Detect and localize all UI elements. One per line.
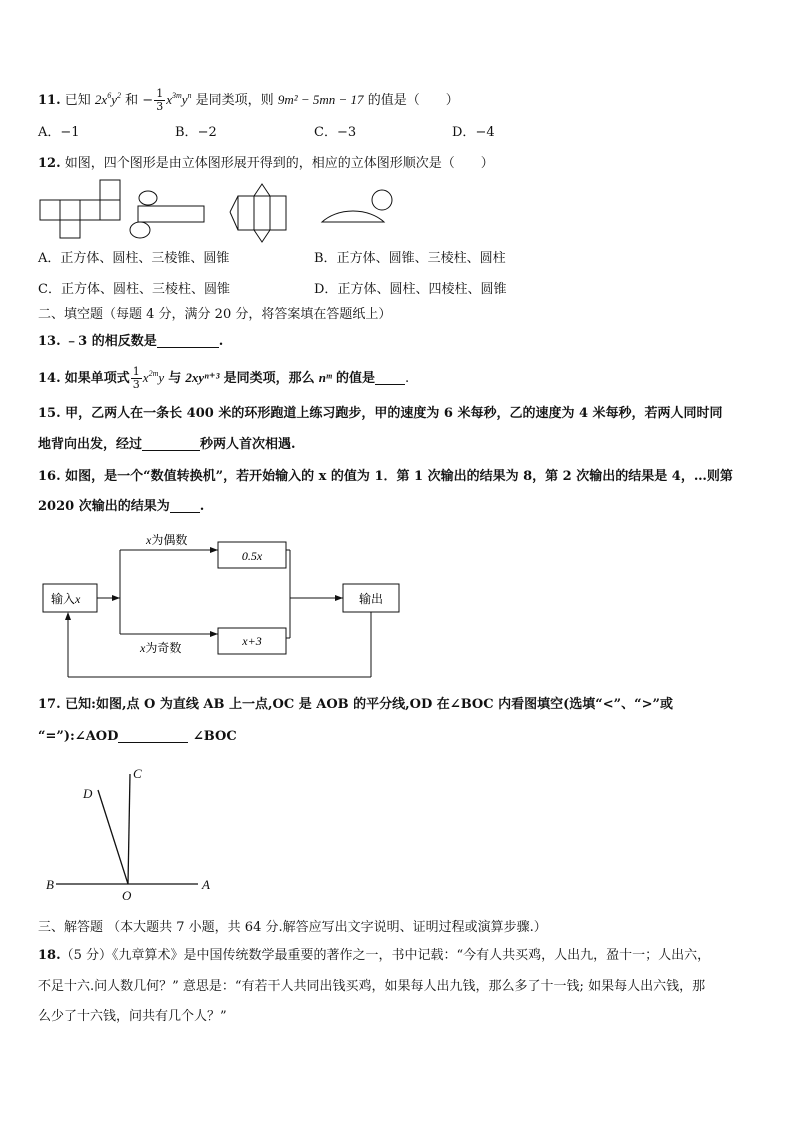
q11-option-c: C．−3 [314,125,357,140]
q12-nets-figure [38,188,438,238]
q11-monomial-2: $x^{3m}y^n$ [166,91,192,107]
q15-line-1: 15. 甲，乙两人在一条长 400 米的环形跑道上练习跑步，甲的速度为 6 米每秒，乙的速度为 4 米每秒，若两人同时同 [38,406,723,421]
q12-option-b: B．正方体、圆锥、三棱柱、圆柱 [314,251,506,266]
q11-middle: 是同类项，则 [195,93,274,108]
q18-line-1: 18.（5 分）《九章算术》是中国传统数学最重要的著作之一，书中记载：“今有人共买鸡，人出九，盈十一；人出六， [38,948,711,963]
q11-stem [38,88,459,113]
q13-number: 13. [38,334,61,349]
q12-option-a: A．正方体、圆柱、三棱锥、圆锥 [38,251,230,266]
q11-fraction: $\frac{1}{3}$ [156,87,164,113]
q15-answer-blank[interactable] [142,436,200,451]
section-3-heading: 三、解答题 （本大题共 7 小题，共 64 分.解答应写出文字说明、证明过程或演算步骤.） [38,920,547,935]
q14-monomial-2: 2xyⁿ⁺³ [185,370,220,385]
q12-text: 如图，四个图形是由立体图形展开得到的，相应的立体图形顺次是（ ） [64,156,494,171]
q13-answer-blank[interactable] [157,333,219,348]
ray-oc [128,774,130,884]
q11-expression: 9m² − 5mn − 17 [277,92,364,107]
q14-monomial-1: $x^{2m}y$ [142,369,165,385]
q18-line-3: 么少了十六钱，问共有几个人？” [38,1009,227,1024]
q17-number: 17. [38,697,61,712]
label-b: B [46,877,54,892]
q11-suffix: 的值是（ ） [367,93,459,108]
q11-monomial-1: $2x^6y^2$ [94,91,121,107]
q16-line-1: 16. 如图，是一个“数值转换机”，若开始输入的 x 的值为 1．第 1 次输出的结果为 8，第 2 次输出的结果是 4，…则第 [38,469,733,484]
q15-line-2: 地背向出发，经过 秒两人首次相遇. [38,437,296,452]
q17-answer-blank[interactable] [118,728,188,743]
q12-stem [38,155,494,173]
input-label: 输入x [51,592,81,606]
q14-answer-blank[interactable] [375,370,405,385]
label-o: O [122,888,132,903]
output-label: 输出 [358,592,384,606]
q14-suffix: 的值是 [336,371,376,386]
ray-od [98,790,128,884]
q16-line-2: 2020 次输出的结果为 . [38,499,205,514]
q12-number: 12. [38,156,61,171]
q14-fraction: $\frac{1}{3}$ [132,365,140,391]
q14-prefix: 如果单项式 [64,371,130,386]
q17-line-2: “=”):∠AOD ∠BOC [38,729,237,744]
q11-neg: − [142,93,154,108]
q16-answer-blank[interactable] [170,498,200,513]
cone-net [322,190,392,222]
q17-line-1: 17. 已知:如图,点 O 为直线 AB 上一点,OC 是 AOB 的平分线,OD 在∠BOC 内看图填空(选填“<”、“>”或 [38,697,673,712]
q13-text: ﹣3 的相反数是 [65,334,157,349]
odd-box-label: x+3 [242,634,262,648]
q14-middle: 是同类项，那么 [223,371,315,386]
cylinder-net [130,191,204,238]
q11-option-d: D．−4 [452,125,495,140]
q15-number: 15. [38,406,61,421]
q11-option-a: A．−1 [38,125,80,140]
q16-flow-diagram [38,532,438,682]
q16-number: 16. [38,469,61,484]
section-2-heading: 二、填空题（每题 4 分，满分 20 分，将答案填在答题纸上） [38,307,392,322]
label-d: D [83,786,93,801]
q18-number: 18. [38,948,61,963]
label-c: C [133,766,142,781]
q14-number: 14. [38,371,61,386]
odd-branch-label: x为奇数 [140,641,182,655]
even-box-label: 0.5x [241,549,263,563]
q18-line-2: 不足十六.问人数几何？” 意思是：“有若干人共同出钱买鸡，如果每人出九钱，那么多了十一钱; 如果每人出六钱，那 [38,979,706,994]
q11-and: 和 [125,93,139,108]
q12-option-c: C．正方体、圆柱、三棱柱、圆锥 [38,282,230,297]
label-a: A [202,877,210,892]
q14-stem: 14. 如果单项式 $\frac{1}{3}$ $x^{2m}y$ 与 2xyⁿ⁺³ 是同类项，那么 nᵐ 的值是 . [38,365,410,391]
q13-stem: 13. ﹣3 的相反数是 . [38,334,224,349]
even-branch-label: x为偶数 [146,533,188,547]
q11-prefix: 已知 [64,93,91,108]
q11-option-b: B．−2 [175,125,217,140]
q11-number: 11. [38,93,61,108]
q14-power: nᵐ [318,370,332,385]
q14-and: 与 [168,371,182,386]
cube-net [40,180,120,238]
q12-option-d: D．正方体、圆柱、四棱柱、圆锥 [314,282,507,297]
prism-net [230,184,286,242]
q17-angle-figure [40,764,240,903]
